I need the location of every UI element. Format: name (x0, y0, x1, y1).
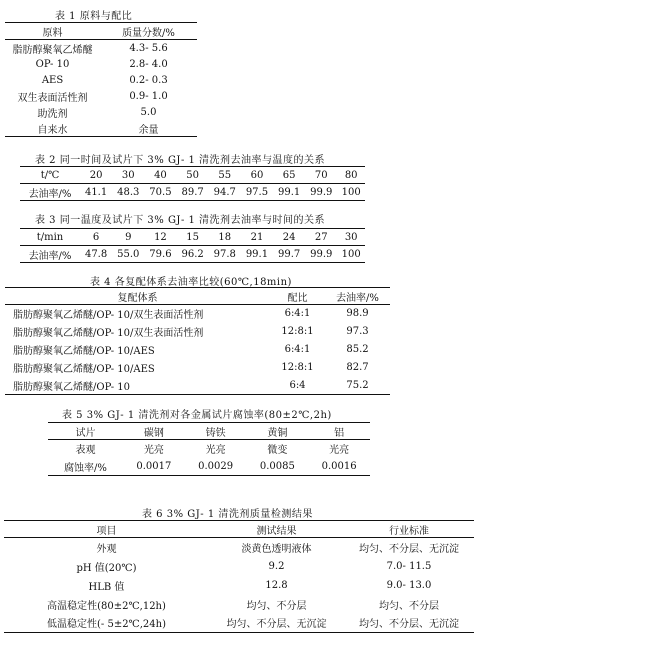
table4-cell: 脂肪醇聚氧乙烯醚/OP- 10/双生表面活性剂 (13, 310, 204, 322)
table6-cell: 均匀、不分层、无沉淀 (359, 543, 459, 555)
table5-cell: 0.0017 (136, 460, 172, 472)
table4-cell: 97.3 (346, 326, 369, 337)
table4-cell: 98.9 (346, 308, 369, 320)
table6-header: 项目 (96, 525, 117, 537)
table4-cell: 75.2 (346, 379, 369, 391)
table3-cell: 96.2 (181, 248, 204, 260)
table1-cell: 0.9- 1.0 (129, 90, 168, 102)
table5-cell: 光亮 (329, 445, 350, 457)
table3-row-label: t/min (36, 231, 64, 243)
table3-caption: 表 3 同一温度及试片下 3% GJ- 1 清洗剂去油率与时间的关系 (35, 215, 326, 226)
table3-cell: 27 (314, 231, 328, 243)
table6-caption: 表 6 3% GJ- 1 清洗剂质量检测结果 (142, 509, 313, 520)
table3-cell: 99.7 (277, 248, 301, 260)
table6-cell: 低温稳定性(- 5±2℃,24h) (47, 619, 166, 631)
table2-caption: 表 2 同一时间及试片下 3% GJ- 1 清洗剂去油率与温度的关系 (35, 155, 326, 166)
table5 (48, 422, 370, 476)
table2-cell: 30 (121, 169, 135, 181)
table5-header: 试片 (75, 427, 96, 439)
table6-cell: 外观 (96, 543, 117, 555)
table2-cell: 80 (344, 169, 358, 181)
table5-header: 铸铁 (205, 427, 226, 439)
table6-header: 测试结果 (256, 525, 297, 537)
table2-cell: 48.3 (117, 186, 140, 198)
table3-cell: 12 (154, 231, 167, 243)
table2-cell: 99.1 (277, 186, 301, 198)
table1-header: 原料 (42, 27, 63, 39)
table3 (20, 228, 365, 263)
table2-cell: 97.5 (245, 186, 269, 198)
table5-cell: 0.0029 (198, 460, 234, 472)
table4-cell: 脂肪醇聚氧乙烯醚/OP- 10/AES (13, 364, 155, 375)
table6-cell: HLB 值 (88, 581, 125, 593)
table3-row-label: 去油率/% (28, 250, 72, 262)
table4-cell: 12:8:1 (281, 362, 314, 373)
table4-cell: 6:4:1 (284, 308, 311, 320)
table6-cell: 均匀、不分层、无沉淀 (226, 619, 327, 631)
table4-cell: 82.7 (346, 362, 369, 373)
table3-cell: 47.8 (84, 248, 108, 260)
table1-cell: 0.2- 0.3 (129, 74, 168, 86)
table2-cell: 99.9 (310, 186, 333, 198)
table2-cell: 89.7 (181, 186, 204, 198)
table3-cell: 6 (92, 231, 100, 243)
table6-cell: 9.0- 13.0 (386, 579, 432, 591)
table3-cell: 21 (250, 231, 264, 243)
table1-cell: OP- 10 (35, 58, 70, 70)
table4-header: 配比 (287, 292, 308, 304)
table4-cell: 6:4 (289, 379, 306, 391)
table2-cell: 20 (89, 169, 103, 181)
table1-cell: 4.3- 5.6 (129, 42, 168, 54)
table6-cell: 均匀、不分层、无沉淀 (359, 619, 459, 631)
table5-header: 铝 (334, 427, 345, 439)
table2-cell: 100 (341, 186, 361, 198)
table4-cell: 12:8:1 (281, 326, 314, 337)
table3-cell: 9 (125, 231, 132, 243)
table5-cell: 微变 (267, 445, 288, 457)
table2-row-label: t/℃ (40, 169, 60, 181)
table5-cell: 光亮 (143, 445, 164, 457)
table1-cell: 双生表面活性剂 (17, 92, 88, 104)
table1-cell: 自来水 (37, 124, 68, 136)
table3-cell: 24 (282, 231, 296, 243)
table6-cell: 均匀、不分层 (246, 600, 307, 612)
table4-cell: 6:4:1 (284, 344, 311, 355)
table4 (5, 287, 390, 395)
table1-header: 质量分数/% (122, 27, 175, 39)
table6-cell: 均匀、不分层 (379, 600, 439, 612)
table4-cell: 脂肪醇聚氧乙烯醚/OP- 10/AES (13, 346, 155, 357)
table5-cell: 0.0085 (259, 460, 295, 472)
table3-cell: 55.0 (117, 248, 140, 260)
table2-row-label: 去油率/% (28, 188, 72, 200)
table1-cell: 脂肪醇聚氧乙烯醚 (12, 44, 93, 56)
table2-cell: 55 (218, 169, 232, 181)
table2-cell: 40 (154, 169, 167, 181)
table3-cell: 100 (341, 248, 361, 260)
table5-cell: 光亮 (205, 445, 226, 457)
table2-cell: 60 (250, 169, 264, 181)
table2 (20, 166, 365, 201)
table3-cell: 99.9 (310, 248, 333, 260)
table1-cell: 2.8- 4.0 (129, 58, 168, 70)
table5-cell: 表观 (75, 445, 96, 457)
table6-cell: 9.2 (268, 560, 285, 572)
table2-cell: 94.7 (213, 186, 236, 198)
table2-cell: 65 (282, 169, 296, 181)
table4-cell: 脂肪醇聚氧乙烯醚/OP- 10 (13, 381, 131, 393)
table4-cell: 脂肪醇聚氧乙烯醚/OP- 10/双生表面活性剂 (13, 328, 204, 339)
table6-cell: 淡黄色透明液体 (241, 543, 312, 555)
table4-caption: 表 4 各复配体系去油率比较(60℃,18min) (90, 277, 292, 288)
table6-header: 行业标准 (389, 525, 429, 537)
table1 (5, 22, 197, 137)
table3-cell: 99.1 (245, 248, 269, 260)
table5-caption: 表 5 3% GJ- 1 清洗剂对各金属试片腐蚀率(80±2℃,2h) (62, 410, 332, 421)
table6-cell: 高温稳定性(80±2℃,12h) (47, 600, 166, 612)
table3-cell: 18 (218, 231, 232, 243)
table6-cell: 12.8 (265, 579, 288, 591)
table5-cell: 腐蚀率/% (64, 462, 107, 474)
table2-cell: 50 (186, 169, 199, 181)
table1-cell: 余量 (138, 124, 159, 136)
table5-header: 碳钢 (143, 427, 164, 439)
table3-cell: 30 (344, 231, 358, 243)
table6 (4, 520, 474, 633)
table4-cell: 85.2 (346, 344, 369, 355)
table5-cell: 0.0016 (321, 460, 357, 472)
table2-cell: 70 (314, 169, 328, 181)
table3-cell: 15 (186, 231, 199, 243)
table4-header: 复配体系 (117, 292, 158, 304)
table6-cell: pH 值(20℃) (76, 562, 137, 574)
table3-cell: 97.8 (213, 248, 236, 260)
table1-cell: AES (41, 74, 64, 86)
table5-header: 黄铜 (267, 427, 288, 439)
table1-cell: 5.0 (140, 106, 157, 118)
table3-cell: 79.6 (149, 248, 172, 260)
table1-cell: 助洗剂 (37, 108, 68, 120)
table2-cell: 70.5 (149, 186, 172, 198)
table2-cell: 41.1 (84, 186, 108, 198)
table1-caption: 表 1 原料与配比 (55, 11, 133, 22)
table4-header: 去油率/% (336, 292, 379, 304)
table6-cell: 7.0- 11.5 (386, 560, 432, 572)
